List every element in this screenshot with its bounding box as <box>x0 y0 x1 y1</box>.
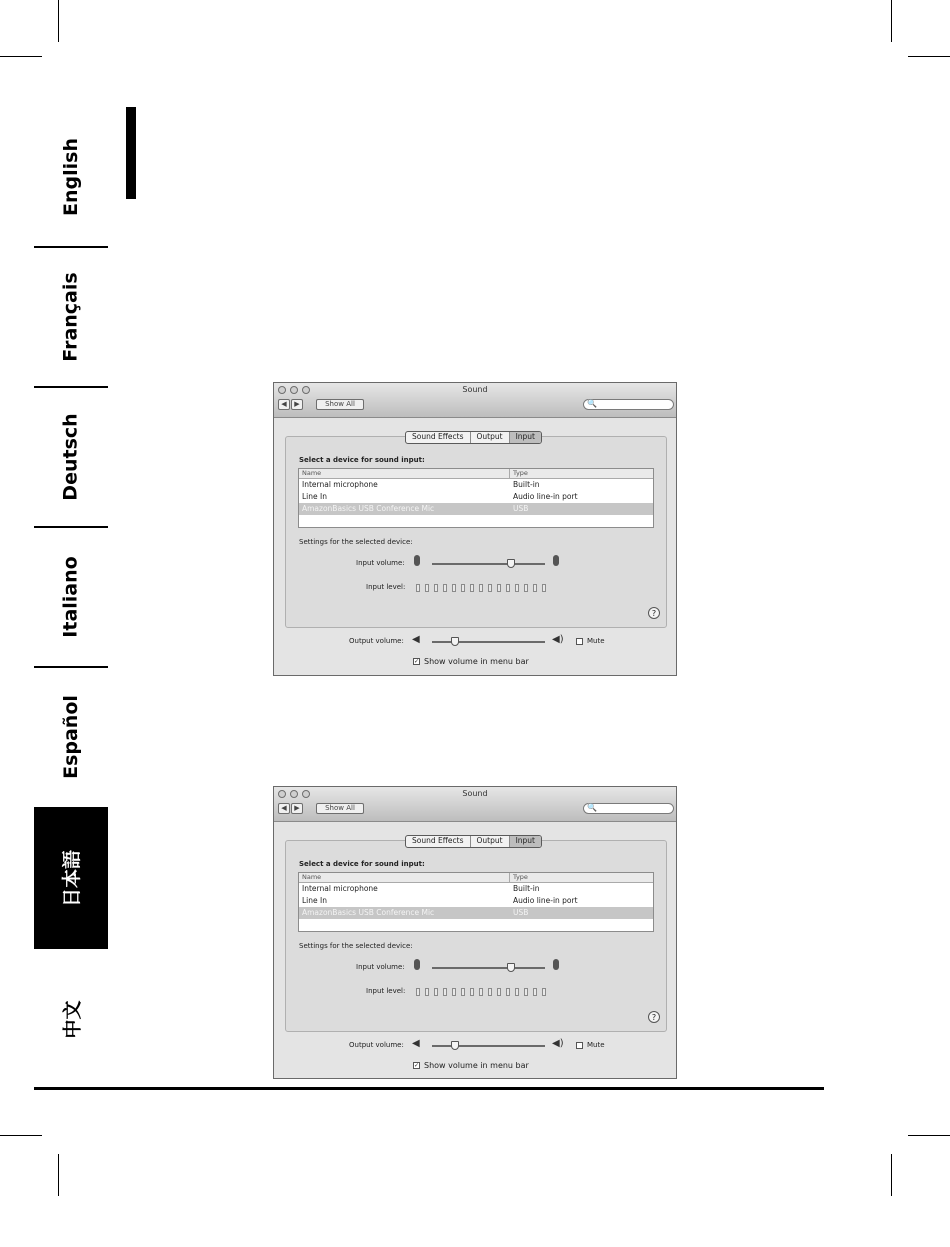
crop-mark <box>0 56 42 57</box>
crop-mark <box>0 1135 42 1136</box>
language-label: Español <box>60 695 82 779</box>
mute-checkbox[interactable] <box>576 1042 583 1049</box>
device-name: Line In <box>302 492 327 501</box>
crop-mark <box>891 0 892 42</box>
mute-label: Mute <box>587 1041 605 1049</box>
tab-output[interactable]: Output <box>471 836 510 847</box>
input-volume-thumb[interactable] <box>507 559 515 568</box>
device-type: Audio line-in port <box>513 492 578 501</box>
search-field[interactable] <box>583 399 674 410</box>
window-title: Sound <box>462 385 488 394</box>
table-header <box>299 873 653 883</box>
language-label: Français <box>60 272 83 362</box>
title-bar <box>274 383 676 418</box>
column-header-type[interactable]: Type <box>513 469 528 477</box>
search-icon: 🔍 <box>587 399 597 408</box>
select-device-label: Select a device for sound input: <box>299 456 425 464</box>
table-row[interactable] <box>299 883 653 895</box>
input-pane <box>285 436 667 628</box>
show-all-button[interactable]: Show All <box>316 803 364 814</box>
language-tab-deutsch[interactable] <box>34 388 108 526</box>
output-volume-slider[interactable] <box>432 641 545 643</box>
speaker-high-icon: ◀) <box>552 1038 564 1049</box>
input-level-label: Input level: <box>366 583 406 591</box>
search-field[interactable] <box>583 803 674 814</box>
speaker-low-icon: ◀ <box>412 634 420 645</box>
show-all-button[interactable]: Show All <box>316 399 364 410</box>
help-button[interactable]: ? <box>648 1011 660 1023</box>
crop-mark <box>908 56 950 57</box>
show-volume-label: Show volume in menu bar <box>424 1061 529 1070</box>
bottom-rule <box>34 1087 824 1090</box>
column-header-name[interactable]: Name <box>302 469 322 477</box>
tab-input[interactable]: Input <box>510 432 541 443</box>
search-icon: 🔍 <box>587 803 597 812</box>
show-volume-checkbox[interactable]: ✓ <box>414 658 420 665</box>
back-button[interactable]: ◀ <box>278 803 290 814</box>
mute-checkbox[interactable] <box>576 638 583 645</box>
device-name: Line In <box>302 896 327 905</box>
input-volume-thumb[interactable] <box>507 963 515 972</box>
tab-sound-effects[interactable]: Sound Effects <box>406 432 471 443</box>
column-header-name[interactable]: Name <box>302 873 322 881</box>
language-label: English <box>60 138 82 216</box>
input-volume-slider[interactable] <box>432 967 545 969</box>
output-volume-slider[interactable] <box>432 1045 545 1047</box>
device-name: AmazonBasics USB Conference Mic <box>302 908 435 917</box>
language-tab-chinese[interactable] <box>34 950 108 1088</box>
show-volume-label: Show volume in menu bar <box>424 657 529 666</box>
tab-bar <box>405 431 542 444</box>
crop-mark <box>891 1154 892 1196</box>
table-row[interactable] <box>299 503 653 515</box>
input-volume-slider[interactable] <box>432 563 545 565</box>
input-level-meter <box>416 584 546 592</box>
table-row[interactable] <box>299 895 653 907</box>
input-pane <box>285 840 667 1032</box>
sound-window <box>273 382 677 676</box>
device-table <box>298 468 654 528</box>
language-label: 日本語 <box>61 849 84 907</box>
forward-button[interactable]: ▶ <box>291 399 303 410</box>
crop-mark <box>58 0 59 42</box>
input-volume-label: Input volume: <box>356 559 405 567</box>
device-name: Internal microphone <box>302 884 378 893</box>
table-row[interactable] <box>299 907 653 919</box>
table-row[interactable] <box>299 479 653 491</box>
input-level-meter <box>416 988 546 996</box>
output-volume-label: Output volume: <box>349 1041 404 1049</box>
settings-label: Settings for the selected device: <box>299 538 413 546</box>
speaker-low-icon: ◀ <box>412 1038 420 1049</box>
output-volume-thumb[interactable] <box>451 637 459 646</box>
section-marker <box>126 107 136 199</box>
input-volume-label: Input volume: <box>356 963 405 971</box>
mic-low-icon <box>414 555 420 566</box>
forward-button[interactable]: ▶ <box>291 803 303 814</box>
crop-mark <box>58 1154 59 1196</box>
settings-label: Settings for the selected device: <box>299 942 413 950</box>
mic-high-icon <box>553 959 559 970</box>
language-tab-english[interactable] <box>34 108 108 246</box>
device-type: Audio line-in port <box>513 896 578 905</box>
table-row[interactable] <box>299 491 653 503</box>
column-header-type[interactable]: Type <box>513 873 528 881</box>
language-tab-japanese[interactable] <box>34 807 108 949</box>
mute-label: Mute <box>587 637 605 645</box>
mic-high-icon <box>553 555 559 566</box>
output-volume-thumb[interactable] <box>451 1041 459 1050</box>
select-device-label: Select a device for sound input: <box>299 860 425 868</box>
language-tab-italiano[interactable] <box>34 528 108 666</box>
output-volume-label: Output volume: <box>349 637 404 645</box>
language-label: Italiano <box>60 556 82 638</box>
input-level-label: Input level: <box>366 987 406 995</box>
device-name: AmazonBasics USB Conference Mic <box>302 504 435 513</box>
window-title: Sound <box>462 789 488 798</box>
language-label: Deutsch <box>60 413 82 501</box>
device-type: USB <box>513 504 529 513</box>
device-type: Built-in <box>513 884 540 893</box>
tab-sound-effects[interactable]: Sound Effects <box>406 836 471 847</box>
table-header <box>299 469 653 479</box>
device-table <box>298 872 654 932</box>
device-name: Internal microphone <box>302 480 378 489</box>
language-label: 中文 <box>61 999 84 1039</box>
mic-low-icon <box>414 959 420 970</box>
tab-bar <box>405 835 542 848</box>
tab-output[interactable]: Output <box>471 432 510 443</box>
language-tab-espanol[interactable] <box>34 668 108 806</box>
tab-input[interactable]: Input <box>510 836 541 847</box>
device-type: Built-in <box>513 480 540 489</box>
sound-window <box>273 786 677 1079</box>
language-tab-francais[interactable] <box>34 248 108 386</box>
crop-mark <box>908 1135 950 1136</box>
speaker-high-icon: ◀) <box>552 634 564 645</box>
title-bar <box>274 787 676 822</box>
back-button[interactable]: ◀ <box>278 399 290 410</box>
device-type: USB <box>513 908 529 917</box>
show-volume-checkbox[interactable]: ✓ <box>414 1062 420 1069</box>
help-button[interactable]: ? <box>648 607 660 619</box>
